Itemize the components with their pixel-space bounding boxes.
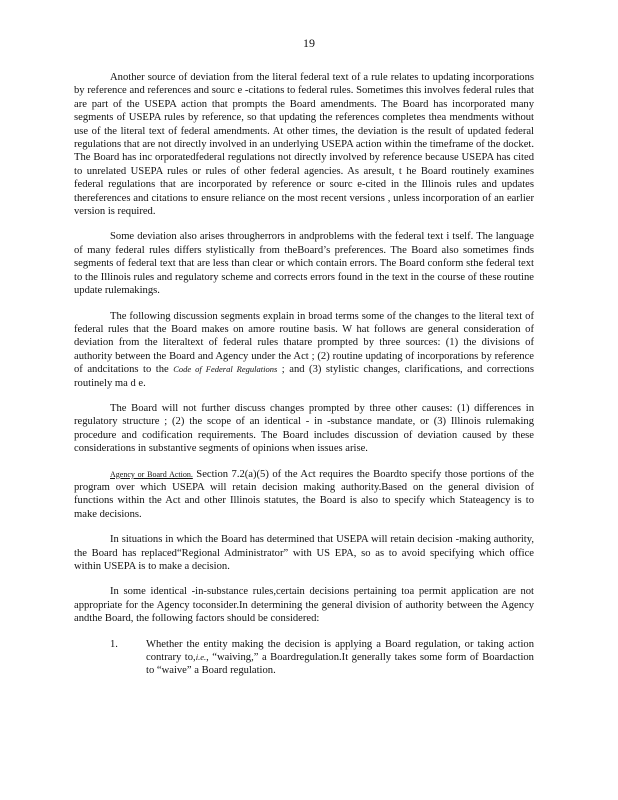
page-number: 19	[303, 36, 315, 50]
cfr-citation: Code of Federal Regulations	[173, 364, 278, 375]
paragraph-discussion	[74, 310, 534, 390]
paragraph-agency-or-board-text: Section 7.2(a)(5) of the Act requires the Boardto specify those portions of the program over which USEPA will retain decision making authority.Based on the general division of functions within the Act and other Illinois statutes, the Board is also to specify which Stateagency is to make decisions.	[74, 468, 534, 520]
list-item-text-a: Whether the entity making the decision is applying a Board regulation, or taking action contrary to,	[146, 638, 534, 664]
paragraph-permit-decisions: In some identical -in-substance rules,certain decisions pertaining toa permit application are not appropriate for the Agency toconsider.In determining the general division of authority between the Agency andthe Board, the following factors should be considered:	[74, 586, 534, 625]
list-item-text-b: , “waiving,” a Boardregulation.It generally takes some form of Boardaction to “waive” a Board regulation.	[146, 652, 534, 677]
list-item	[74, 638, 534, 678]
paragraph-usepa-authority: In situations in which the Board has determined that USEPA will retain decision -making authority, the Board has replaced“Regional Administrator” with US EPA, so as to avoid specifying which office within USEPA is to make a decision.	[74, 534, 534, 572]
list-item-number: 1.	[110, 638, 118, 650]
paragraph-discussion-tail: ; and (3) stylistic changes, clarifications, and corrections routinely ma d e.	[74, 364, 534, 389]
ie-abbrev: i.e.	[195, 652, 207, 663]
paragraph-other-causes: The Board will not further discuss changes prompted by three other causes: (1) differences in regulatory structure ; (2) the scope of an identical - in -substance mandate, or (3) Illinois rulemaking procedure and codification requirements. The Board includes discussion of deviation caused by these considerations in substantive segments of opinions when issues arise.	[74, 402, 534, 455]
paragraph-errors: Some deviation also arises througherrors in andproblems with the federal text i tself. The language of many federal rules differs stylistically from theBoard’s preferences. The Board also sometimes finds segments of federal text that are less than clear or which contain errors. The Board conform sthe federal text to the Illinois rules and regulatory scheme and corrects errors found in the text in the course of these routine update rulemakings.	[74, 231, 534, 297]
document-body	[74, 71, 534, 678]
list-item-text	[146, 638, 534, 678]
section-heading-agency-board: Agency or Board Action.	[110, 469, 193, 479]
paragraph-agency-or-board	[74, 468, 534, 522]
paragraph-incorporations: Another source of deviation from the literal federal text of a rule relates to updating incorporations by reference and references and sourc e -citations to federal rules. Sometimes this involves federal rules that are part of the USEPA action that prompts the Board amendments. The Board has incorporated many segments of USEPA rules by reference, so that updating the references completes thea mendments without use of the literal text of federal amendments. At other times, the deviation is the result of updated federal regulations that are not directly involved in an underlying USEPA action within the timeframe of the docket. The Board has inc orporatedfederal regulations not directly involved by reference because USEPA has cited to unrelated USEPA rules or rules of other federal agencies. As aresult, t he Board routinely examines federal regulations that are incorporated by reference or sourc e-cited in the Illinois rules and updates thereferences and citations to ensure reliance on the most recent versions , unless incorporation of an earlier version is required.	[74, 72, 534, 218]
paragraph-discussion-text: The following discussion segments explain in broad terms some of the changes to the literal text of federal rules that the Board makes on amore routine basis. W hat follows are general consideration of deviation from the literaltext of federal rules thatare prompted by three sources: (1) the divisions of authority between the Board and Agency under the Act ; (2) routine updating of incorporations by reference of andcitations to the	[74, 310, 534, 376]
